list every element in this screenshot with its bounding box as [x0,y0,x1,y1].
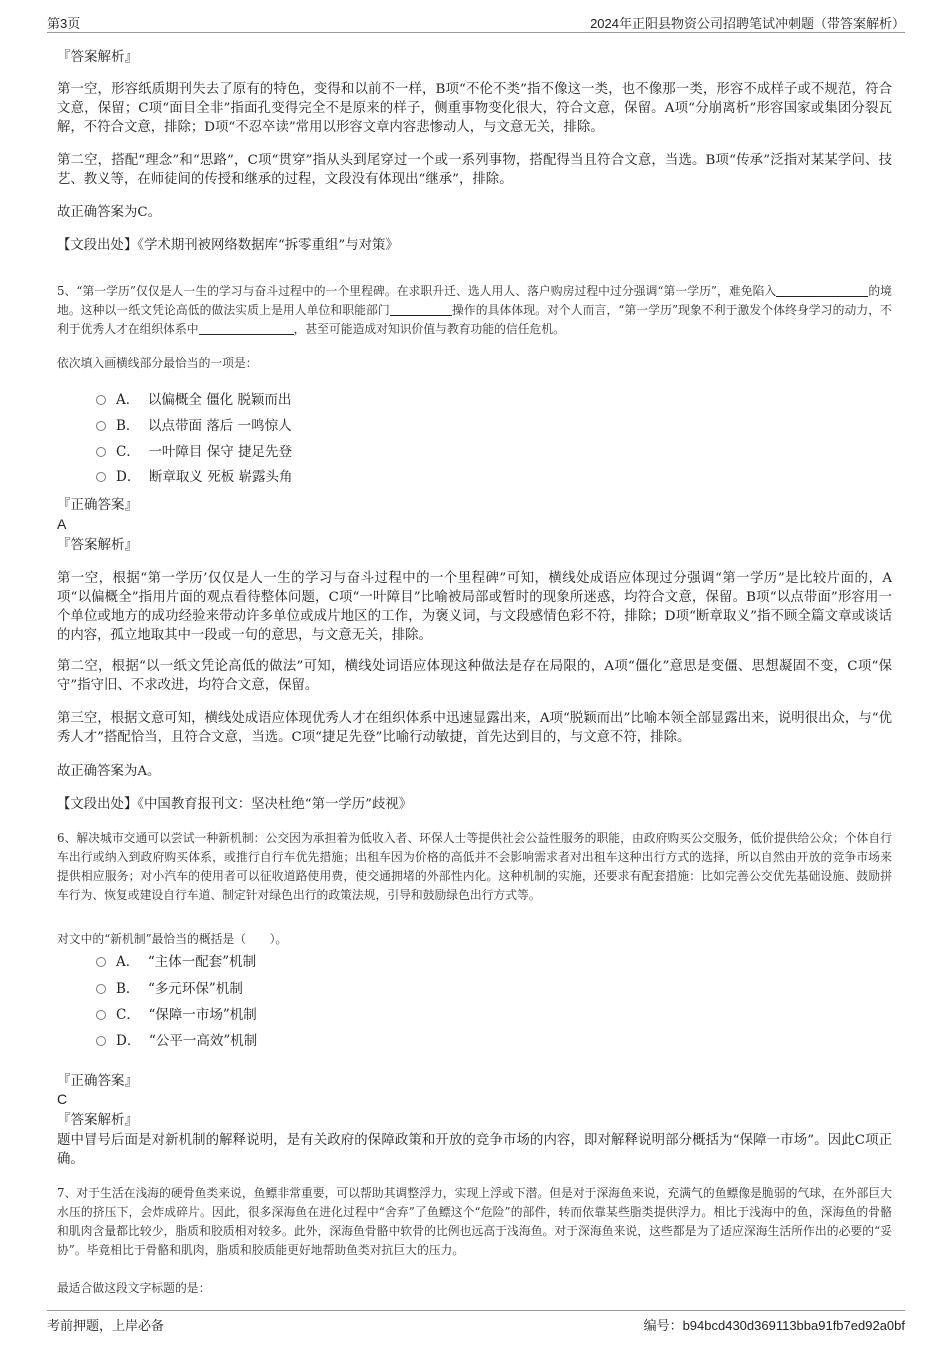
q7-prompt: 最适合做这段文字标题的是： [57,1281,211,1295]
radio-icon[interactable] [96,984,106,994]
q5-blank-1 [776,284,868,297]
document-title: 2024年正阳县物资公司招聘笔试冲刺题（带答案解析） [590,16,905,31]
radio-icon[interactable] [96,472,106,482]
q5-option-c[interactable]: C． 一叶障目 保守 捷足先登 [96,442,292,462]
radio-icon[interactable] [96,1010,106,1020]
q5-text-a: 5、“第一学历”仅仅是人一生的学习与奋斗过程中的一个里程碑。在求职升迁、选人用人、落户购房过程中过分强调“第一学历”，难免陷入 [57,284,777,298]
q6-analysis: 题中冒号后面是对新机制的解释说明，是有关政府的保障政策和开放的竞争市场的内容，即对解释说明部分概括为“保障一市场”。因此C项正确。 [57,1133,892,1167]
q5-blank-3 [199,322,294,335]
q6-option-a[interactable]: A． “主体一配套”机制 [96,952,256,972]
q6-option-b[interactable]: B． “多元环保”机制 [96,979,243,999]
q5-option-d[interactable]: D． 断章取义 死板 崭露头角 [96,467,293,487]
q5-option-b[interactable]: B． 以点带面 落后 一鸣惊人 [96,416,292,436]
q6-correct-answer: C [57,1091,68,1107]
q5-correct-label: 『正确答案』 [57,497,138,513]
radio-icon[interactable] [96,421,106,431]
q5-source: 【文段出处】《中国教育报刊文：坚决杜绝“第一学历”歧视》 [57,797,413,812]
q5-analysis-para2: 第二空，根据“以一纸文凭论高低的做法”可知，横线处词语应体现这种做法是存在局限的，A项“僵化”意思是变僵、思想凝固不变，C项“保守”指守旧、不求改进，均符合文意，保留。 [57,659,892,693]
radio-icon[interactable] [96,447,106,457]
q6-analysis-label: 『答案解析』 [57,1112,138,1128]
q5-text-d: ，甚至可能造成对知识价值与教育功能的信任危机。 [293,322,565,336]
q4-source: 【文段出处】《学术期刊被网络数据库“拆零重组”与对策》 [57,238,399,253]
radio-icon[interactable] [96,1036,106,1046]
q4-analysis-label: 『答案解析』 [57,49,138,65]
q5-analysis-para3: 第三空，根据文意可知，横线处成语应体现优秀人才在组织体系中迅速显露出来，A项“脱颖而出”比喻本领全部显露出来，说明很出众，与“优秀人才”搭配恰当，且符合文意，当选。C项“捷足先登”比喻行动敏捷，首先达到目的，与文意不符，排除。 [57,711,892,745]
page-number: 第3页 [47,16,81,31]
q6-question: 6、解决城市交通可以尝试一种新机制：公交因为承担着为低收入者、环保人士等提供社会公益性服务的职能，由政府购买公交服务，低价提供给公众；个体自行车出行或纳入到政府购买体系，或推行自行车优先措施；出租车因为价格的高低并不会影响需求者对出租车这种出行方式的选择，所以自然由开放的竞争市场来提供相应服务；对小汽车的使用者可以征收道路使用费，使交通拥堵的外部性内化。这种机制的实施，还要求有配套措施：比如完善公交优先基础设施、鼓励拼车行为、恢复或建设自行车道、制定针对绿色出行的政策法规，引导和鼓励绿色出行方式等。 [57,831,892,902]
document-code: 编号：b94bcd430d369113bba91fb7ed92a0bf [643,1318,905,1333]
page-footer [47,1310,905,1333]
q5-analysis-label: 『答案解析』 [57,537,138,553]
q5-correct-answer: A [57,516,67,532]
q4-analysis-para1: 第一空，形容纸质期刊失去了原有的特色，变得和以前不一样，B项“不伦不类”指不像这一类，也不像那一类，形容不成样子或不规范，符合文意，保留；C项“面目全非”指面孔变得完全不是原来的样子，侧重事物变化很大，符合文意，保留。A项“分崩离析”形容国家或集团分裂瓦解，不符合文意，排除；D项“不忍卒读”常用以形容文章内容悲惨动人，与文意无关，排除。 [57,82,892,135]
q6-prompt: 对文中的“新机制”最恰当的概括是（ ）。 [57,932,288,946]
q6-option-d[interactable]: D． “公平一高效”机制 [96,1031,257,1051]
footer-slogan: 考前押题，上岸必备 [47,1318,165,1333]
page-header [47,12,905,33]
q4-conclusion: 故正确答案为C。 [57,205,161,220]
q5-prompt: 依次填入画横线部分最恰当的一项是： [57,356,258,370]
q6-correct-label: 『正确答案』 [57,1073,138,1089]
q5-analysis-para1: 第一空，根据“第一学历’仅仅是人一生的学习与奋斗过程中的一个里程碑”可知，横线处成语应体现过分强调“第一学历”是比较片面的，A项“以偏概全”指用片面的观点看待整体问题，C项“一叶障目”比喻被局部或暂时的现象所迷惑，均符合文意，保留。B项“以点带面”形容用一个单位或地方的成功经验来带动许多单位或成片地区的工作，为褒义词，与文段感情色彩不符，排除；D项“断章取义”指不顾全篇文章或谈话的内容，孤立地取其中一段或一句的意思，与文意无关，排除。 [57,571,892,643]
q5-conclusion: 故正确答案为A。 [57,764,161,779]
q5-option-a[interactable]: A． 以偏概全 僵化 脱颖而出 [96,390,291,410]
q5-text-c: 操作的具体体现。对个人而言，“第一学历”现象不利于激发个体终身学习的动力，不利于优秀人才在组织体系中 [57,303,892,336]
q4-analysis-para2: 第二空，搭配“理念”和“思路”，C项“贯穿”指从头到尾穿过一个或一系列事物，搭配得当且符合文意，当选。B项“传承”泛指对某某学问、技艺、教义等，在师徒间的传授和继承的过程，文段没有体现出“继承”，排除。 [57,153,892,187]
q5-blank-2 [390,303,452,316]
radio-icon[interactable] [96,395,106,405]
q7-question: 7、对于生活在浅海的硬骨鱼类来说，鱼鳔非常重要，可以帮助其调整浮力，实现上浮或下潜。但是对于深海鱼来说，充满气的鱼鳔像是脆弱的气球，在外部巨大水压的挤压下，会炸成碎片。因此，很多深海鱼在进化过程中“舍弃”了鱼鳔这个“危险”的部件，转而依靠某些脂类提供浮力。相比于浅海中的鱼，深海鱼的骨骼和肌肉含量都比较少，脂质和胶质相对较多。此外，深海鱼骨骼中软骨的比例也远高于浅海鱼。对于深海鱼来说，这些都是为了适应深海生活所作出的必要的“妥协”。毕竟相比于骨骼和肌肉，脂质和胶质能更好地帮助鱼类对抗巨大的压力。 [57,1186,892,1257]
q5-question [57,282,892,339]
radio-icon[interactable] [96,957,106,967]
q6-option-c[interactable]: C． “保障一市场”机制 [96,1005,257,1025]
q5-text-b: 的境地。这种以一纸文凭论高低的做法实质上是用人单位和职能部门 [57,284,892,317]
